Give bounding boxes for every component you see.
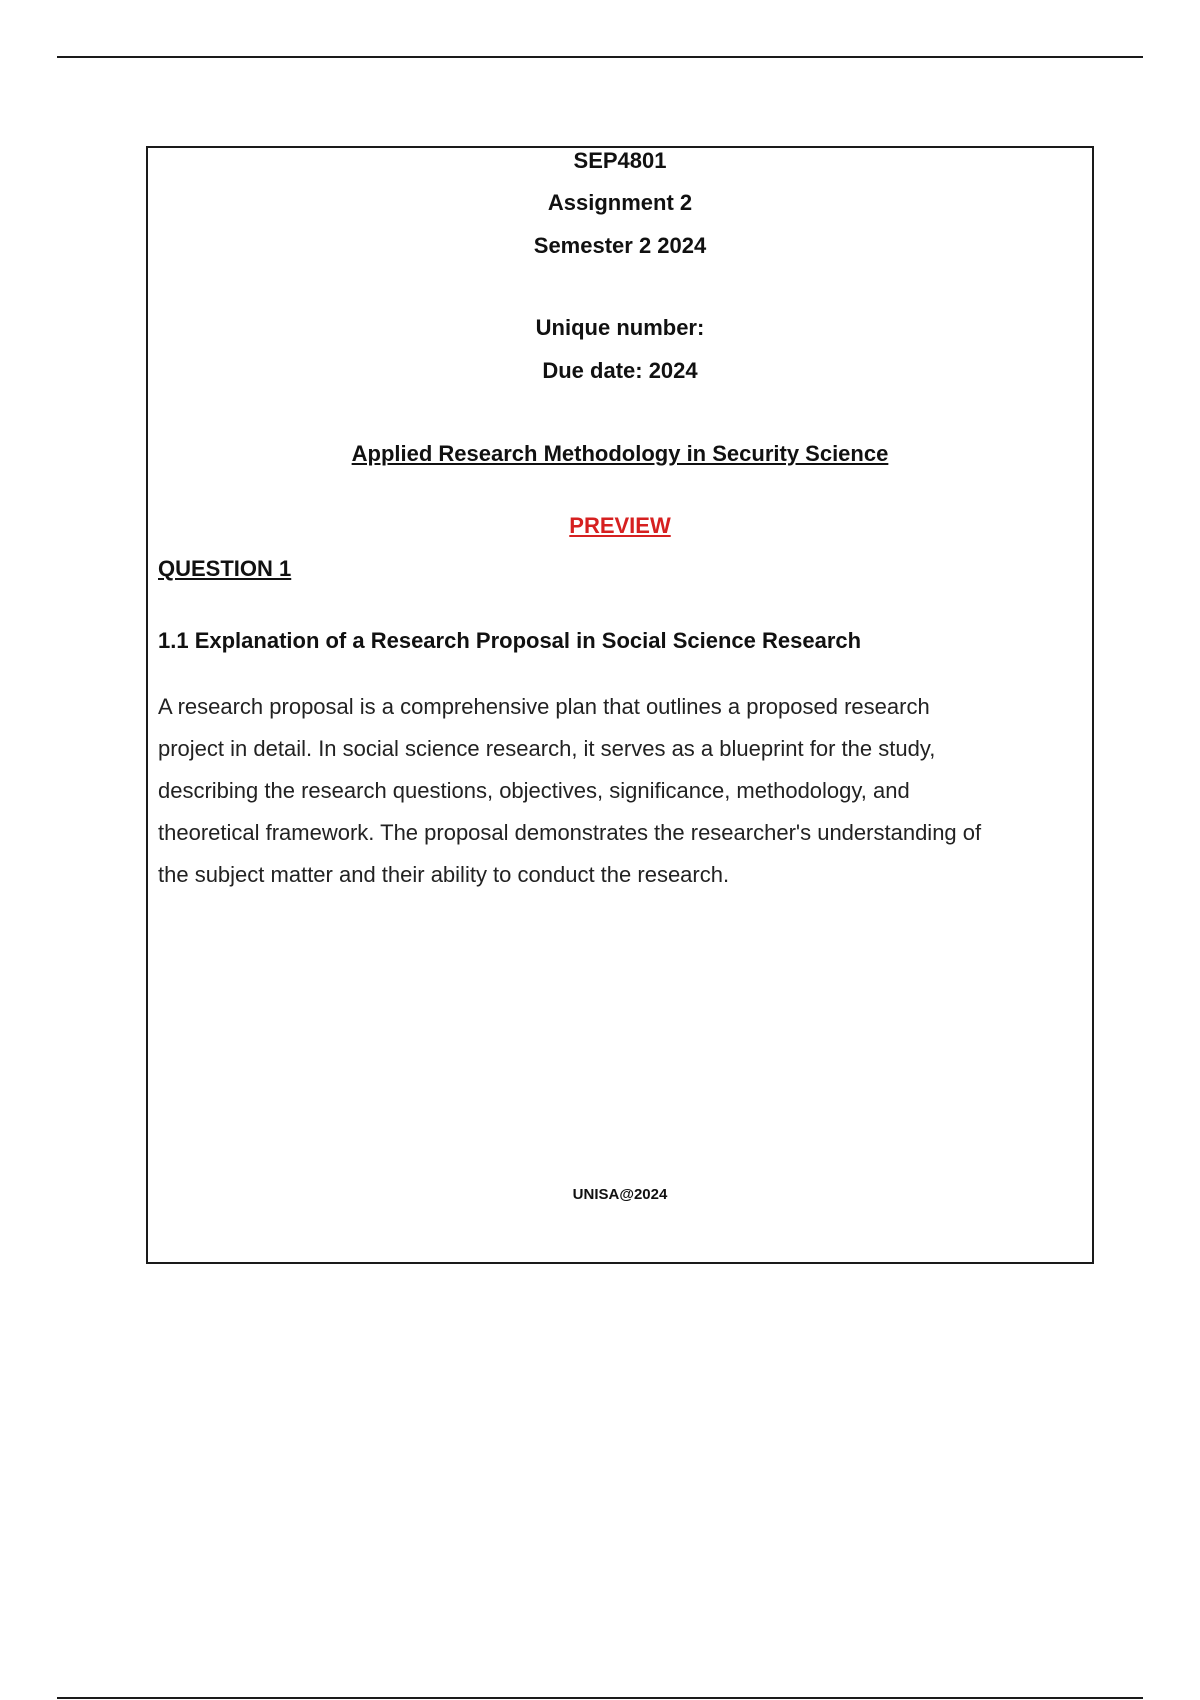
semester-label: Semester 2 2024 (533, 233, 707, 258)
bottom-rule (57, 1697, 1143, 1699)
assignment-label: Assignment 2 (547, 190, 693, 215)
body-paragraph (158, 686, 1078, 896)
unique-number-label: Unique number: (535, 315, 705, 340)
top-rule (57, 56, 1143, 58)
footer-copyright: UNISA@2024 (572, 1186, 668, 1203)
due-date-label: Due date: 2024 (542, 358, 698, 383)
question-heading: QUESTION 1 (158, 556, 292, 581)
body-line: A research proposal is a comprehensive plan that outlines a proposed research (158, 694, 930, 719)
document-title: Applied Research Methodology in Security Science (351, 441, 889, 466)
course-code: SEP4801 (573, 148, 667, 173)
section-heading: 1.1 Explanation of a Research Proposal in Social Science Research (158, 628, 862, 653)
body-line: project in detail. In social science research, it serves as a blueprint for the study, (158, 736, 936, 761)
body-line: describing the research questions, objectives, significance, methodology, and (158, 778, 910, 803)
preview-label: PREVIEW (569, 513, 671, 538)
document-frame (146, 146, 1094, 1264)
body-line: theoretical framework. The proposal demonstrates the researcher's understanding of (158, 820, 982, 845)
body-line: the subject matter and their ability to conduct the research. (158, 862, 730, 887)
